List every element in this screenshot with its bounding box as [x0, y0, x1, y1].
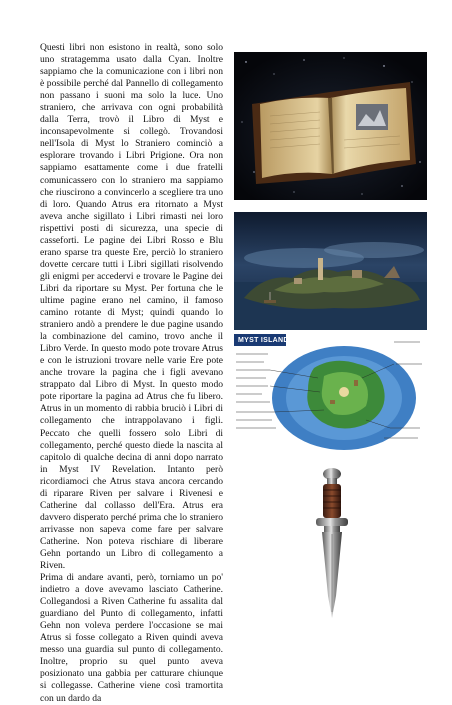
- map-title: MYST ISLAND: [238, 337, 289, 344]
- article-body: [40, 42, 223, 705]
- myst-island-image: [234, 212, 427, 330]
- myst-island-map: [234, 334, 427, 454]
- paragraph-2: Prima di andare avanti, però, torniamo un po' indietro a dove avevamo lasciato Catherine. Collegandosi a Riven Catherine fu assalita dal guardiano del Punto di collegamento, infatti Gehn non voleva perdere l'occasione se mai Atrus si fosse collegato a Riven quindi aveva messo una guardia sul punto di collegamento. Inoltre, proprio su quel punto aveva posizionato una gabbia per catturare chiunque si collegasse. Catherine viene così tramortita con un dardo da: [40, 572, 223, 704]
- open-book-image: [234, 52, 427, 200]
- dagger-image: [292, 466, 372, 620]
- paragraph-1: Questi libri non esistono in realtà, sono solo uno stratagemma usato dalla Cyan. Inoltre sappiamo che la comunicazione con i libri non è possibile perché dal Pannello di collegamento non passano i suoni ma solo la luce. Uno straniero, che arrivava con ogni probabilità dalla Terra, trovò il Libro di Myst e inconsapevolmente si collegò. Trovandosi nell'Isola di Myst lo Straniero cominciò a esplorare trovando i Libri Prigione. Ora non sappiamo esattamente come i due fratelli comunicassero con lo straniero ma sappiamo che riuscirono a convincerlo a scegliere tra uno di loro. Quando Atrus era ritornato a Myst aveva anche sigillato i Libri rimasti nei loro rispettivi posti di sicurezza, una specie di casseforti. Le pagine dei Libri Rosso e Blu erano sparse tra queste Ere, perciò lo straniero dovette cercare tutti i Libri sigillati risolvendo gli enigmi per accedervi e trovare le Pagine dei Libri da riportare su Myst. Per fortuna che le ultime pagine erano nel camino, il famoso camino rotante di Myst; quindi quando lo straniero andò a prendere le due pagine usando la combinazione del camino, trovo anche il Libro Verde. In questo modo pote trovare Atrus e con le istruzioni trovare nelle varie Ere pote anche trovare la pagina che i figli avevano strappato dal Libro di Myst. In questo modo pote riportare la pagina ad Atrus che fu libero. Atrus in un momento di rabbia bruciò i Libri di collegamento che intrappolavano i figli. Peccato che quelli fossero solo Libri di collegamento, perché questo diede la nascita al capitolo di qualche decina di anni dopo narrato in Myst IV Revelation. Intanto però ricordiamoci che Atrus stava ancora cercando di riparare Riven per salvare i Rivenesi e Catherine dal collasso dell'Era. Atrus era davvero disperato perché prima che lo straniero arrivasse non sapeva come fare per salvare Catherine. Non poteva rischiare di liberare Gehn portando un Libro di collegamento a Riven.: [40, 42, 223, 572]
